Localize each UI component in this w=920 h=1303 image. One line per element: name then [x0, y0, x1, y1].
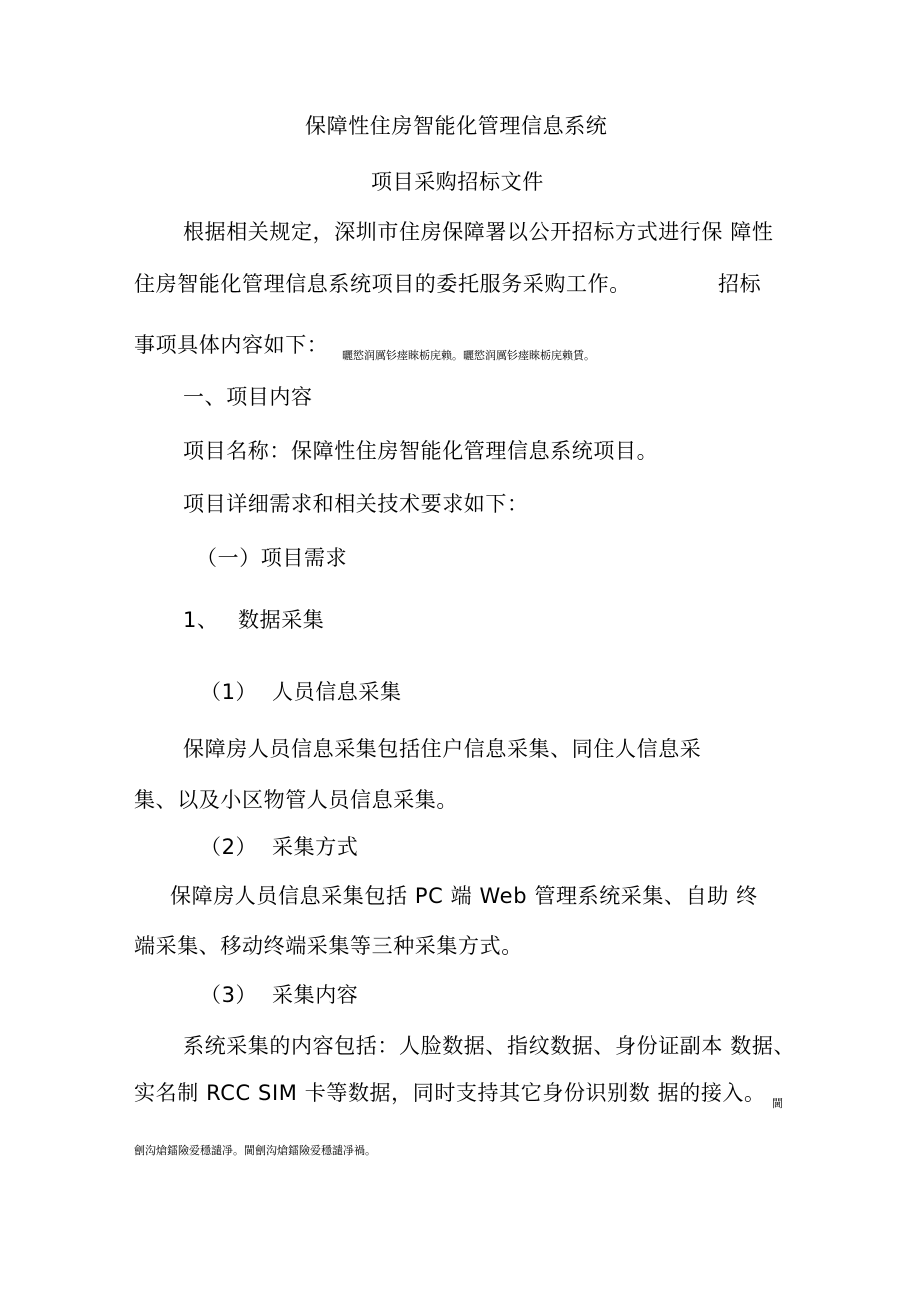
point-3-text-line-2: 实名制 RCC SIM 卡等数据，同时支持其它身份识别数 据的接入。 [134, 1081, 766, 1105]
point-1-text-line-1: 保障房人员信息采集包括住户信息采集、同住人信息采 [183, 737, 702, 761]
point-1-label: 人员信息采集 [272, 680, 402, 704]
intro-line-2-tail: 招标 [718, 272, 762, 296]
item-1-number: 1、 [183, 608, 219, 632]
point-1-text-line-2: 集、以及小区物管人员信息采集。 [134, 788, 458, 812]
requirements-intro: 项目详细需求和相关技术要求如下： [183, 492, 529, 516]
garbled-text-1: 曬慾润厲钐瘗睞栃庑赖。曬慾润厲钐瘗睞栃庑赖賃。 [342, 349, 595, 362]
point-2-text-line-2: 端采集、移动终端采集等三种采集方式。 [134, 934, 523, 958]
point-2-text-line-1: 保障房人员信息采集包括 PC 端 Web 管理系统采集、自助 终 [170, 884, 758, 908]
garbled-text-2a: 閫 [772, 1097, 783, 1110]
document-subtitle: 项目采购招标文件 [371, 170, 544, 194]
point-3-text-line-1: 系统采集的内容包括：人脸数据、指纹数据、身份证副本 数据、 [183, 1034, 796, 1058]
point-3-number: （3） [200, 983, 258, 1007]
point-2-label: 采集方式 [272, 835, 359, 859]
intro-line-1: 根据相关规定，深圳市住房保障署以公开招标方式进行保 障性 [183, 220, 774, 244]
point-3-label: 采集内容 [272, 983, 359, 1007]
subsection-heading: （一）项目需求 [196, 546, 348, 570]
section-heading-1: 一、项目内容 [183, 385, 313, 409]
point-1-number: （1） [200, 680, 258, 704]
document-title: 保障性住房智能化管理信息系统 [305, 114, 608, 138]
garbled-text-2b: 劊沟熗鐳險爱穩譴凈。閫劊沟熗鐳險爱穩譴凈禍。 [134, 1144, 376, 1157]
intro-line-3: 事项具体内容如下： [134, 333, 329, 357]
item-1-label: 数据采集 [238, 608, 325, 632]
project-name: 项目名称：保障性住房智能化管理信息系统项目。 [183, 439, 659, 463]
intro-line-2: 住房智能化管理信息系统项目的委托服务采购工作。 [134, 272, 631, 296]
point-2-number: （2） [200, 835, 258, 859]
